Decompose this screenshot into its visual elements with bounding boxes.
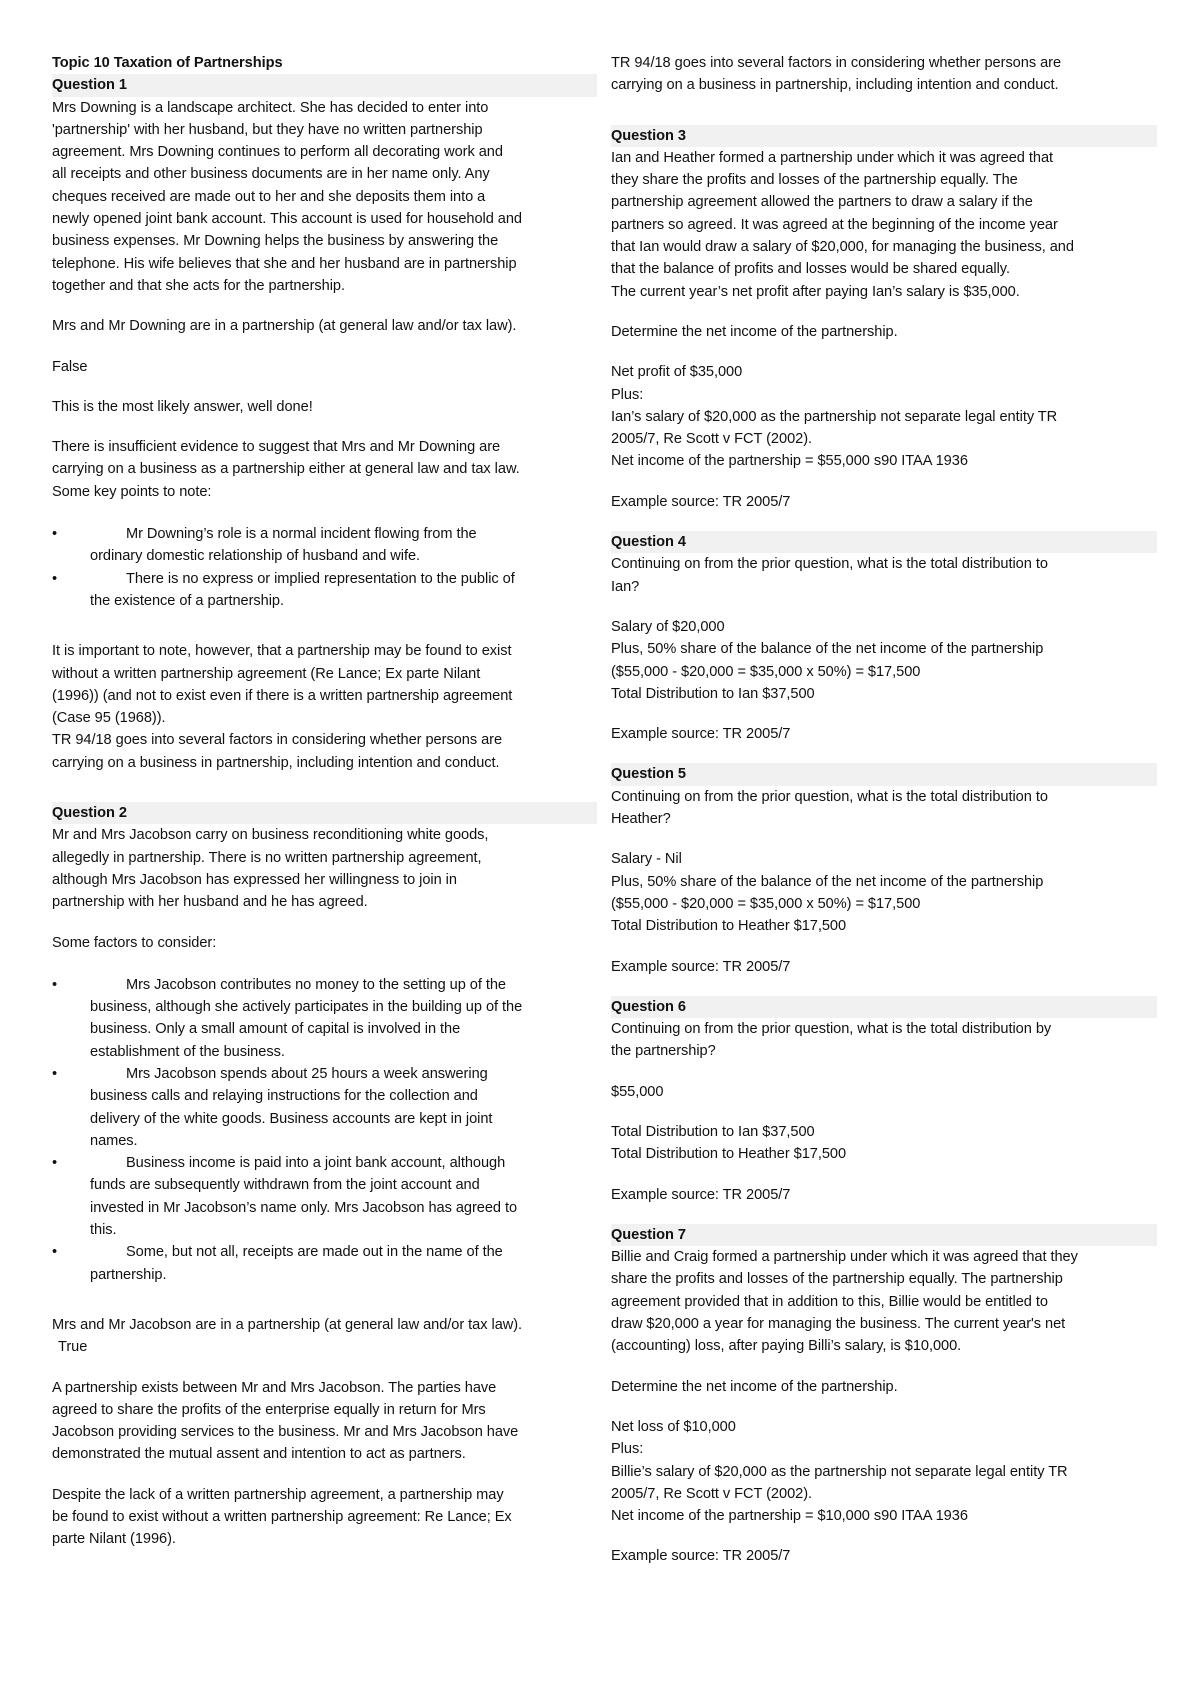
question-2-heading: Question 2 <box>52 802 597 824</box>
question-1-note: It is important to note, however, that a partnership may be found to exist without a written partnership agreement (Re Lance; Ex parte Nilant (1996)) (and not to exist even if there is a written partnership agreement (Case 95 (1968)). TR 94/18 goes into several factors in considering whether persons are carrying on a business in partnership, including intention and conduct. <box>52 643 513 771</box>
bullet-icon: • <box>52 976 58 993</box>
question-7-scenario: Billie and Craig formed a partnership under which it was agreed that they share the profits and losses of the partnership equally. The partnership agreement provided that in addition to this, Billie would be entitled to draw $20,000 a year for managing the business. The current year's net (accounting) loss, after paying Billi’s salary, is $10,000. <box>611 1249 1078 1355</box>
bullet-icon: • <box>52 570 58 587</box>
question-5-heading: Question 5 <box>611 763 1157 785</box>
question-7-working: Net loss of $10,000 Plus: Billie’s salary of $20,000 as the partnership not separate legal entity TR 2005/7, Re Scott v FCT (2002). Net income of the partnership = $10,000 s90 ITAA 1936 <box>611 1418 1068 1525</box>
question-5-prompt: Continuing on from the prior question, what is the total distribution to Heather? <box>611 788 1048 828</box>
question-1-key-points <box>52 523 597 612</box>
list-item: • Business income is paid into a joint bank account, although funds are subsequently withdrawn from the joint account and invested in Mr Jacobson’s name only. Mrs Jacobson has agreed to this. <box>52 1152 597 1241</box>
bullet-icon: • <box>52 1244 58 1261</box>
bullet-icon: • <box>52 1065 58 1082</box>
carryover-text: TR 94/18 goes into several factors in considering whether persons are carrying on a business in partnership, including intention and conduct. <box>611 55 1062 94</box>
question-3-heading: Question 3 <box>611 125 1157 147</box>
question-5-source: Example source: TR 2005/7 <box>611 958 791 975</box>
question-4-prompt: Continuing on from the prior question, what is the total distribution to Ian? <box>611 556 1048 595</box>
question-3-source: Example source: TR 2005/7 <box>611 493 791 510</box>
question-4-heading: Question 4 <box>611 531 1157 553</box>
question-1-statement: Mrs and Mr Downing are in a partnership (at general law and/or tax law). <box>52 318 517 335</box>
question-1-explanation: There is insufficient evidence to suggest that Mrs and Mr Downing are carrying on a business as a partnership either at general law and tax law. Some key points to note: <box>52 439 520 500</box>
bullet-icon: • <box>52 1155 58 1172</box>
question-4-working: Salary of $20,000 Plus, 50% share of the balance of the net income of the partnership ($55,000 - $20,000 = $35,000 x 50%) = $17,500 Total Distribution to Ian $37,500 <box>611 618 1044 702</box>
question-2-factors-intro: Some factors to consider: <box>52 934 217 951</box>
question-6-working: Total Distribution to Ian $37,500 Total Distribution to Heather $17,500 <box>611 1123 847 1163</box>
question-2-answer: True <box>58 1339 88 1356</box>
question-7-heading: Question 7 <box>611 1224 1157 1246</box>
question-1-heading: Question 1 <box>52 74 597 96</box>
bullet-icon: • <box>52 526 58 543</box>
question-3-working: Net profit of $35,000 Plus: Ian’s salary of $20,000 as the partnership not separate legal entity TR 2005/7, Re Scott v FCT (2002). Net income of the partnership = $55,000 s90 ITAA 1936 <box>611 364 1058 470</box>
question-2-scenario: Mr and Mrs Jacobson carry on business reconditioning white goods, allegedly in partnership. There is no written partnership agreement, although Mrs Jacobson has expressed her willingness to join in partnership with her husband and he has agreed. <box>52 827 489 911</box>
question-3-prompt: Determine the net income of the partnership. <box>611 323 898 340</box>
list-item: • Some, but not all, receipts are made out in the name of the partnership. <box>52 1241 597 1286</box>
question-7-prompt: Determine the net income of the partnership. <box>611 1378 898 1395</box>
question-1-answer: False <box>52 358 88 375</box>
question-2-explanation: A partnership exists between Mr and Mrs Jacobson. The parties have agreed to share the profits of the enterprise equally in return for Mrs Jacobson providing services to the business. Mr and Mrs Jacobson have demonstrated the mutual assent and intention to act as partners. <box>52 1379 519 1463</box>
list-item: • There is no express or implied representation to the public of the existence of a partnership. <box>52 568 597 613</box>
question-3-scenario: Ian and Heather formed a partnership under which it was agreed that they share the profits and losses of the partnership equally. The partnership agreement allowed the partners to draw a salary if the partners so agreed. It was agreed at the beginning of the income year that Ian would draw a salary of $20,000, for managing the business, and that the balance of profits and losses would be shared equally. The current year’s net profit after paying Ian’s salary is $35,000. <box>611 149 1074 300</box>
right-column <box>611 52 1157 1568</box>
left-column <box>52 52 597 1551</box>
question-1-scenario: Mrs Downing is a landscape architect. She has decided to enter into 'partnership' with her husband, but they have no written partnership agreement. Mrs Downing continues to perform all decorating work and all receipts and other business documents are in her name only. Any cheques received are made out to her and she deposits them into a newly opened joint bank account. This account is used for household and business expenses. Mr Downing helps the business by answering the telephone. His wife believes that she and her husband are in partnership together and that she acts for the partnership. <box>52 99 522 294</box>
question-4-source: Example source: TR 2005/7 <box>611 726 791 743</box>
question-6-heading: Question 6 <box>611 996 1157 1018</box>
question-1-feedback: This is the most likely answer, well done! <box>52 398 313 415</box>
question-7-source: Example source: TR 2005/7 <box>611 1548 791 1565</box>
document-title: Topic 10 Taxation of Partnerships <box>52 55 283 71</box>
list-item: • Mrs Jacobson spends about 25 hours a week answering business calls and relaying instructions for the collection and delivery of the white goods. Business accounts are kept in joint names. <box>52 1063 597 1152</box>
question-6-amount: $55,000 <box>611 1083 664 1100</box>
question-2-statement: Mrs and Mr Jacobson are in a partnership (at general law and/or tax law). <box>52 1316 523 1333</box>
question-6-source: Example source: TR 2005/7 <box>611 1186 791 1203</box>
question-2-conclusion: Despite the lack of a written partnership agreement, a partnership may be found to exist without a written partnership agreement: Re Lance; Ex parte Nilant (1996). <box>52 1486 512 1548</box>
question-6-prompt: Continuing on from the prior question, what is the total distribution by the partnership? <box>611 1021 1052 1060</box>
question-2-factors <box>52 974 597 1286</box>
question-5-working: Salary - Nil Plus, 50% share of the balance of the net income of the partnership ($55,000 - $20,000 = $35,000 x 50%) = $17,500 Total Distribution to Heather $17,500 <box>611 851 1044 935</box>
list-item: • Mrs Jacobson contributes no money to the setting up of the business, although she actively participates in the building up of the business. Only a small amount of capital is involved in the establishment of the business. <box>52 974 597 1063</box>
list-item: • Mr Downing’s role is a normal incident flowing from the ordinary domestic relationship of husband and wife. <box>52 523 597 568</box>
